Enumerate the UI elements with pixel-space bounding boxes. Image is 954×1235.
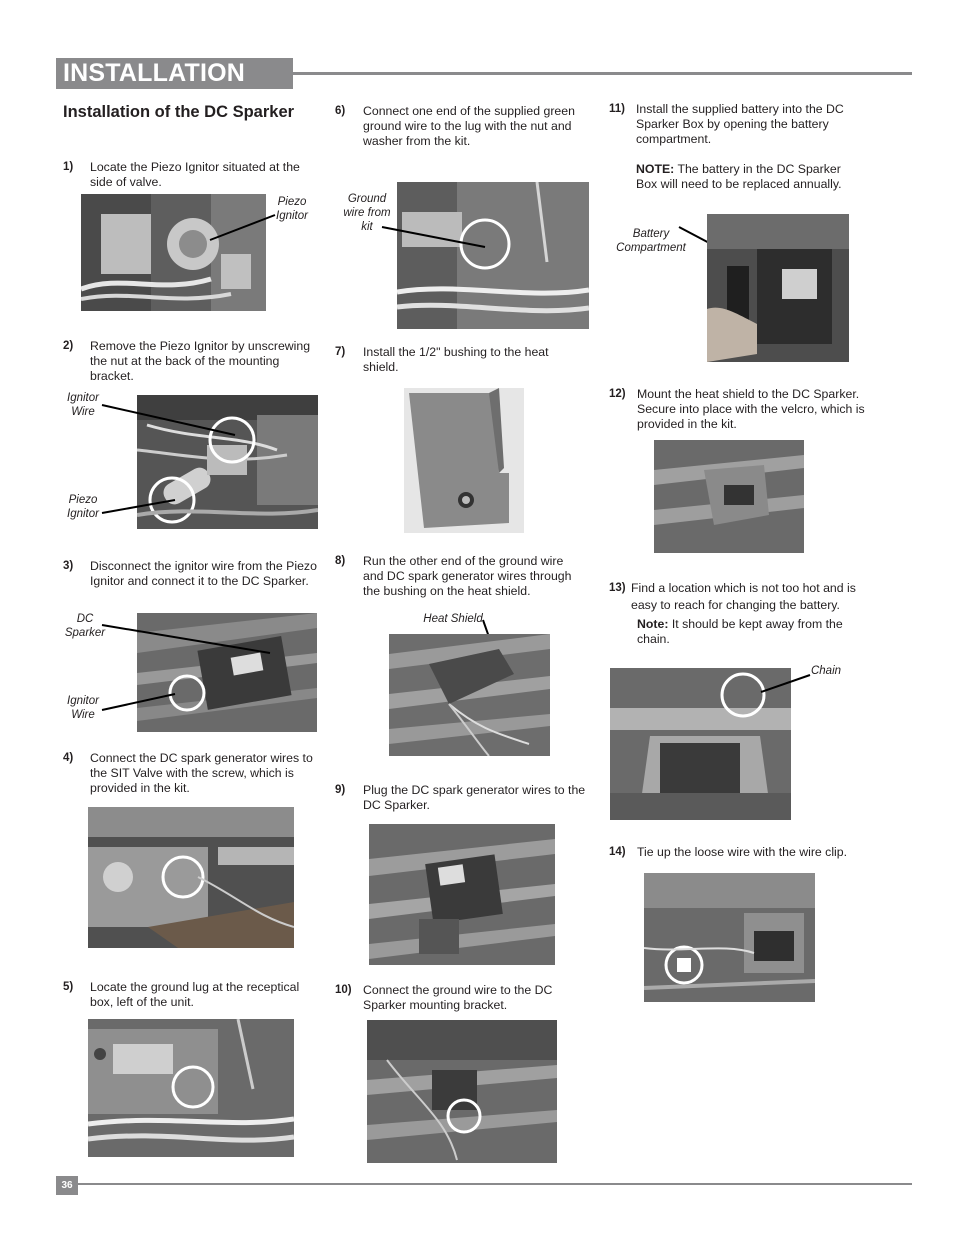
caption-piezo-ignitor: Piezo Ignitor <box>276 196 308 222</box>
step-text: Install the 1/2" bushing to the heat shield. <box>363 345 549 374</box>
leader-line <box>758 672 813 697</box>
step-14 <box>609 845 869 863</box>
step-number: 1) <box>63 161 74 173</box>
subsection-title: Installation of the DC Sparker <box>63 103 295 121</box>
caption-ignitor-wire: Ignitor Wire <box>67 392 99 418</box>
step-number: 6) <box>335 105 346 117</box>
step-3 <box>63 559 323 605</box>
section-header <box>56 58 293 89</box>
note-label: Note: <box>637 617 669 631</box>
step-text: Locate the ground lug at the receptical box, left of the unit. <box>90 980 300 1009</box>
step-4 <box>63 751 323 797</box>
caption-chain: Chain <box>810 665 842 677</box>
photo-ground-to-bracket <box>367 1020 557 1163</box>
step-text: Connect the ground wire to the DC Sparker mounting bracket. <box>363 983 553 1012</box>
caption-ignitor-wire-3: Ignitor Wire <box>67 695 99 721</box>
step-number: 11) <box>609 103 625 115</box>
caption-battery-compartment: Battery Compartment <box>616 228 686 254</box>
step-number: 3) <box>63 560 74 572</box>
photo-sit-valve <box>88 807 294 948</box>
leader-line <box>380 222 490 252</box>
step-text: Find a location which is not too hot and is easy to reach for changing the battery. <box>631 581 856 612</box>
step-number: 5) <box>63 981 74 993</box>
step-number: 13) <box>609 582 626 594</box>
photo-battery <box>707 214 849 362</box>
step-text: Locate the Piezo Ignitor situated at the side of valve. <box>90 160 300 189</box>
step-number: 8) <box>335 555 346 567</box>
caption-ground-wire: Ground wire from kit <box>343 193 391 233</box>
step-number: 4) <box>63 752 74 764</box>
step-note <box>636 162 854 192</box>
step-11 <box>609 102 859 192</box>
leader-line <box>200 210 280 250</box>
section-header-title: INSTALLATION <box>63 59 246 87</box>
step-number: 14) <box>609 846 626 858</box>
leader-line <box>100 495 180 520</box>
step-9 <box>335 783 595 815</box>
header-rule <box>293 72 912 75</box>
page-number: 36 <box>56 1176 78 1195</box>
step-7 <box>335 345 585 377</box>
step-text: Tie up the loose wire with the wire clip. <box>637 845 848 859</box>
step-text: Install the supplied battery into the DC Sparker Box by opening the battery compartment. <box>636 102 844 146</box>
note-text: The battery in the DC Sparker Box will need to be replaced annually. <box>636 162 842 191</box>
step-number: 7) <box>335 346 346 358</box>
leader-line <box>100 690 180 715</box>
step-number: 10) <box>335 984 352 996</box>
step-8 <box>335 554 585 600</box>
caption-piezo-ignitor-2: Piezo Ignitor <box>67 494 99 520</box>
step-number: 9) <box>335 784 346 796</box>
photo-heat-shield-mounted <box>654 440 804 553</box>
step-2 <box>63 339 323 385</box>
step-text: Connect the DC spark generator wires to the SIT Valve with the screw, which is provided in the kit. <box>90 751 313 795</box>
note-text: It should be kept away from the chain. <box>637 617 843 646</box>
step-note <box>637 617 862 647</box>
leader-line <box>100 620 275 660</box>
step-12 <box>609 387 869 433</box>
step-5 <box>63 980 323 1012</box>
step-1 <box>63 160 313 192</box>
caption-dc-sparker: DC Sparker <box>64 613 106 639</box>
step-6 <box>335 104 585 150</box>
step-text: Remove the Piezo Ignitor by unscrewing the nut at the back of the mounting bracket. <box>90 339 311 383</box>
photo-wires-through-bushing <box>389 634 550 756</box>
photo-plug-wires <box>369 824 555 965</box>
step-text: Connect one end of the supplied green ground wire to the lug with the nut and washer from the kit. <box>363 104 575 148</box>
footer-rule <box>78 1183 912 1185</box>
photo-bushing-heat-shield <box>404 388 524 533</box>
step-number: 12) <box>609 388 626 400</box>
step-text: Run the other end of the ground wire and DC spark generator wires through the bushing on the heat shield. <box>363 554 572 598</box>
step-text: Plug the DC spark generator wires to the DC Sparker. <box>363 783 586 812</box>
leader-line <box>100 400 240 440</box>
photo-ground-lug <box>88 1019 294 1157</box>
caption-heat-shield: Heat Shield <box>423 613 483 625</box>
photo-ground-wire <box>397 182 589 329</box>
step-text: Disconnect the ignitor wire from the Piezo Ignitor and connect it to the DC Sparker. <box>90 559 317 588</box>
step-number: 2) <box>63 340 74 352</box>
step-10 <box>335 983 595 1015</box>
step-text: Mount the heat shield to the DC Sparker. Secure into place with the velcro, which is provided in the kit. <box>637 387 865 431</box>
step-13 <box>609 580 869 650</box>
photo-wire-clip <box>644 873 815 1002</box>
note-label: NOTE: <box>636 162 675 176</box>
